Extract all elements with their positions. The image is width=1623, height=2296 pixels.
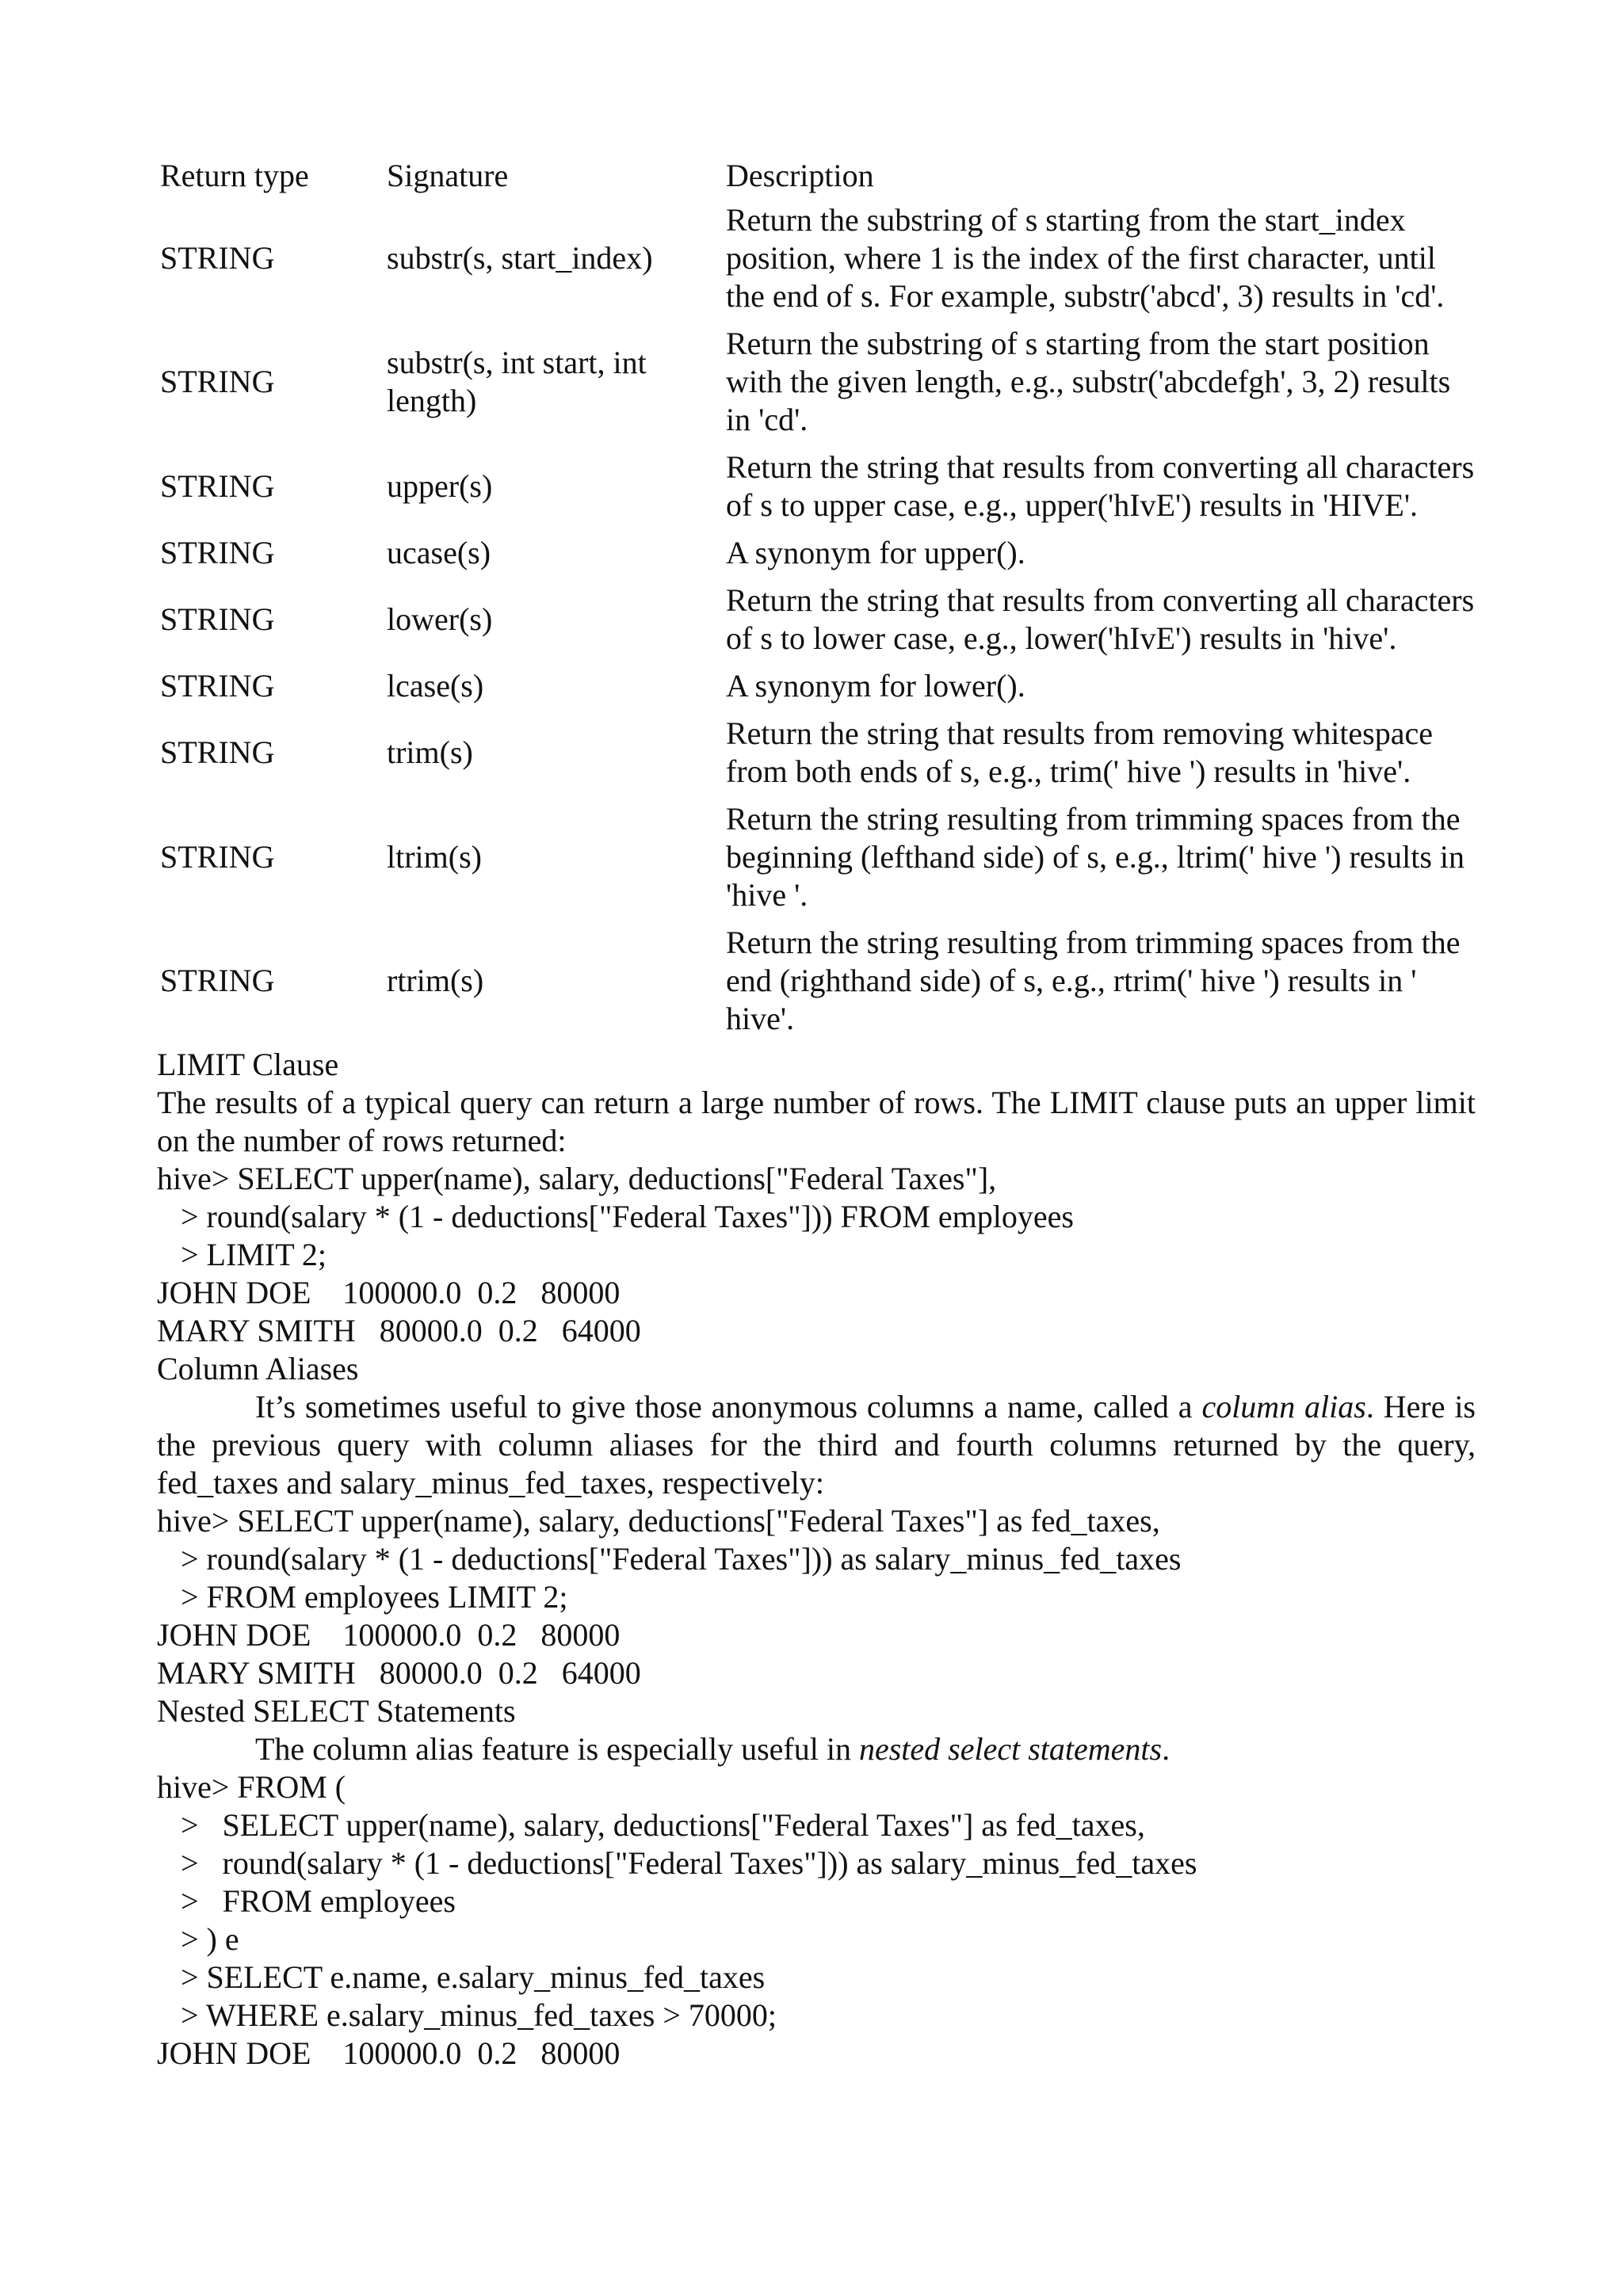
paragraph-text: The column alias feature is especially useful in: [255, 1731, 859, 1767]
return-type-cell: STRING: [160, 668, 275, 704]
signature-cell: trim(s): [387, 734, 473, 770]
table-header-row: [160, 157, 1477, 196]
signature-cell: lower(s): [387, 601, 493, 637]
return-type-cell: STRING: [160, 468, 275, 504]
description-cell: Return the string resulting from trimming spaces from the end (righthand side) of s, e.g., rtrim(' hive ') results in ' hive'.: [726, 925, 1461, 1036]
header-description: Description: [726, 158, 874, 193]
code-line: > SELECT upper(name), salary, deductions["Federal Taxes"] as fed_taxes,: [157, 1807, 1145, 1843]
code-line: JOHN DOE 100000.0 0.2 80000: [157, 1275, 621, 1310]
signature-cell: ucase(s): [387, 535, 491, 570]
code-line: > SELECT e.name, e.salary_minus_fed_taxes: [157, 1959, 766, 1995]
code-line: > FROM employees LIMIT 2;: [157, 1579, 568, 1615]
table-row: [160, 529, 1477, 577]
table-row: [160, 919, 1477, 1043]
signature-cell: lcase(s): [387, 668, 484, 704]
table-row: [160, 662, 1477, 710]
code-line: > FROM employees: [157, 1883, 456, 1919]
description-cell: Return the string that results from removing whitespace from both ends of s, e.g., trim(' hive ') results in 'hive'.: [726, 715, 1434, 789]
nested-select-paragraph: [157, 1730, 1476, 1768]
code-line: JOHN DOE 100000.0 0.2 80000: [157, 2035, 621, 2071]
section-heading-nested-select: Nested SELECT Statements: [157, 1693, 516, 1729]
paragraph-text: .: [1162, 1731, 1170, 1767]
code-line: MARY SMITH 80000.0 0.2 64000: [157, 1655, 641, 1691]
code-line: hive> SELECT upper(name), salary, deductions["Federal Taxes"] as fed_taxes,: [157, 1503, 1160, 1539]
return-type-cell: STRING: [160, 963, 275, 998]
table-row: [160, 710, 1477, 795]
section-heading-column-aliases: Column Aliases: [157, 1351, 359, 1386]
signature-cell: ltrim(s): [387, 839, 482, 875]
code-line: > round(salary * (1 - deductions["Federal Taxes"])) as salary_minus_fed_taxes: [157, 1541, 1182, 1577]
code-line: > round(salary * (1 - deductions["Federal Taxes"])) FROM employees: [157, 1199, 1074, 1234]
column-aliases-paragraph: [157, 1388, 1476, 1502]
description-cell: Return the string that results from converting all characters of s to upper case, e.g., upper('hIvE') results in 'HIVE'.: [726, 449, 1475, 523]
table-row: [160, 196, 1477, 320]
description-cell: Return the string that results from converting all characters of s to lower case, e.g., lower('hIvE') results in 'hive'.: [726, 582, 1475, 656]
table-row: [160, 795, 1477, 919]
return-type-cell: STRING: [160, 364, 275, 399]
header-return-type: Return type: [160, 158, 309, 193]
paragraph-text: It’s sometimes useful to give those anonymous columns a name, called a: [255, 1389, 1202, 1425]
code-line: > LIMIT 2;: [157, 1237, 327, 1272]
description-cell: Return the substring of s starting from the start position with the given length, e.g., substr('abcdefgh', 3, 2) results in 'cd'.: [726, 326, 1451, 437]
description-cell: Return the string resulting from trimming spaces from the beginning (lefthand side) of s, e.g., ltrim(' hive ') results in 'hive '.: [726, 801, 1465, 913]
description-cell: A synonym for upper().: [726, 535, 1025, 570]
header-signature: Signature: [387, 158, 509, 193]
code-line: hive> FROM (: [157, 1769, 346, 1805]
description-cell: Return the substring of s starting from the start_index position, where 1 is the index of the first character, until the end of s. For example, substr('abcd', 3) results in 'cd'.: [726, 202, 1445, 314]
code-line: > round(salary * (1 - deductions["Federal Taxes"])) as salary_minus_fed_taxes: [157, 1845, 1197, 1881]
limit-code-block: [157, 1160, 1476, 1350]
return-type-cell: STRING: [160, 601, 275, 637]
emphasis-term: column alias: [1201, 1389, 1366, 1425]
signature-cell: substr(s, start_index): [387, 240, 653, 276]
nested-code-block: [157, 1768, 1476, 2073]
code-line: > WHERE e.salary_minus_fed_taxes > 70000;: [157, 1997, 777, 2033]
return-type-cell: STRING: [160, 734, 275, 770]
signature-cell: upper(s): [387, 468, 493, 504]
table-row: [160, 320, 1477, 444]
string-functions-table: [160, 157, 1477, 1043]
table-row: [160, 577, 1477, 662]
code-line: hive> SELECT upper(name), salary, deductions["Federal Taxes"],: [157, 1161, 997, 1196]
limit-clause-paragraph: The results of a typical query can return a large number of rows. The LIMIT clause puts an upper limit on the number of rows returned:: [157, 1085, 1476, 1158]
code-line: MARY SMITH 80000.0 0.2 64000: [157, 1313, 641, 1348]
signature-cell: rtrim(s): [387, 963, 484, 998]
code-line: > ) e: [157, 1921, 239, 1957]
signature-cell: substr(s, int start, int length): [387, 345, 647, 418]
section-heading-limit-clause: LIMIT Clause: [157, 1047, 339, 1082]
return-type-cell: STRING: [160, 839, 275, 875]
aliases-code-block: [157, 1502, 1476, 1692]
code-line: JOHN DOE 100000.0 0.2 80000: [157, 1617, 621, 1653]
emphasis-term: nested select statements: [858, 1731, 1163, 1767]
document-page: [157, 157, 1476, 2073]
paragraph-text: . Here is the previous query with column aliases for the third and fourth columns returned by the query, fed_taxes and salary_minus_fed_taxes, respectively:: [157, 1389, 1476, 1501]
return-type-cell: STRING: [160, 240, 275, 276]
table-row: [160, 444, 1477, 529]
return-type-cell: STRING: [160, 535, 275, 570]
description-cell: A synonym for lower().: [726, 668, 1025, 704]
